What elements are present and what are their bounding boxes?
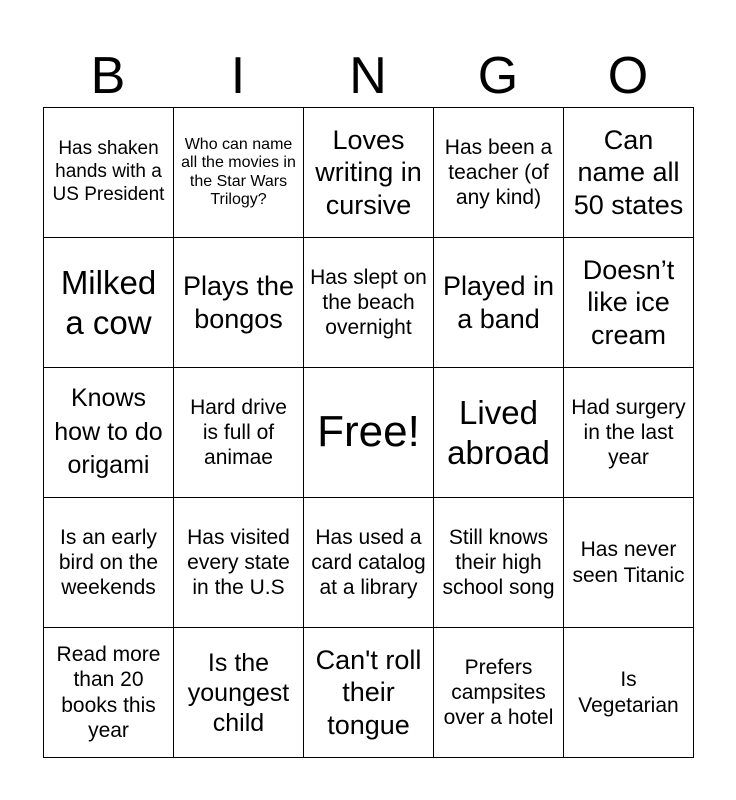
- cell-text: Had surgery in the last year: [571, 395, 686, 470]
- bingo-cell[interactable]: [304, 628, 434, 758]
- cell-text: Who can name all the movies in the Star Wars Trilogy?: [181, 135, 296, 208]
- bingo-cell[interactable]: [564, 498, 694, 628]
- bingo-cell[interactable]: [564, 238, 694, 368]
- bingo-cell[interactable]: [564, 628, 694, 758]
- bingo-cell[interactable]: [174, 108, 304, 238]
- free-space-text: Free!: [317, 407, 420, 457]
- cell-text: Can name all 50 states: [573, 124, 684, 220]
- bingo-cell[interactable]: [564, 368, 694, 498]
- cell-text: Knows how to do origami: [54, 383, 163, 480]
- bingo-cell[interactable]: [174, 628, 304, 758]
- cell-text: Lived abroad: [447, 393, 550, 471]
- header-letter-g: G: [477, 47, 519, 105]
- bingo-cell[interactable]: [44, 628, 174, 758]
- bingo-cell[interactable]: [44, 238, 174, 368]
- bingo-cell[interactable]: [174, 238, 304, 368]
- cell-text: Is an early bird on the weekends: [58, 525, 159, 600]
- bingo-cell[interactable]: [434, 368, 564, 498]
- cell-text: Has been a teacher (of any kind): [444, 135, 553, 210]
- cell-text: Has used a card catalog at a library: [311, 525, 426, 600]
- bingo-cell[interactable]: [44, 368, 174, 498]
- cell-text: Has visited every state in the U.S: [187, 525, 290, 600]
- bingo-cell[interactable]: [44, 108, 174, 238]
- bingo-cell[interactable]: [304, 238, 434, 368]
- bingo-cell[interactable]: [434, 238, 564, 368]
- cell-text: Is the youngest child: [187, 648, 290, 737]
- cell-text: Has slept on the beach overnight: [310, 265, 427, 340]
- bingo-board: [43, 107, 694, 758]
- cell-text: Milked a cow: [60, 263, 157, 341]
- bingo-cell[interactable]: [434, 628, 564, 758]
- bingo-cell[interactable]: [174, 498, 304, 628]
- bingo-cell[interactable]: [304, 498, 434, 628]
- bingo-cell[interactable]: [304, 108, 434, 238]
- bingo-cell[interactable]: [174, 368, 304, 498]
- cell-text: Plays the bongos: [182, 271, 295, 334]
- cell-text: Doesn’t like ice cream: [582, 254, 675, 350]
- cell-text: Is Vegetarian: [578, 668, 679, 717]
- bingo-cell[interactable]: [564, 108, 694, 238]
- cell-text: Loves writing in cursive: [315, 124, 422, 220]
- cell-text: Has never seen Titanic: [572, 538, 685, 587]
- cell-text: Prefers campsites over a hotel: [443, 655, 554, 730]
- header-letter-i: I: [230, 47, 246, 105]
- cell-text: Still knows their high school song: [442, 525, 555, 600]
- cell-text: Can't roll their tongue: [315, 644, 422, 740]
- cell-text: Has shaken hands with a US President: [52, 138, 165, 205]
- free-space-cell[interactable]: [304, 368, 434, 498]
- header-letter-o: O: [607, 47, 649, 105]
- cell-text: Read more than 20 books this year: [56, 643, 161, 742]
- bingo-cell[interactable]: [434, 498, 564, 628]
- header-letter-n: N: [349, 47, 387, 105]
- bingo-cell[interactable]: [434, 108, 564, 238]
- bingo-header: [43, 44, 693, 108]
- cell-text: Played in a band: [442, 271, 555, 334]
- bingo-cell[interactable]: [44, 498, 174, 628]
- header-letter-b: B: [90, 47, 126, 105]
- cell-text: Hard drive is full of animae: [190, 395, 287, 470]
